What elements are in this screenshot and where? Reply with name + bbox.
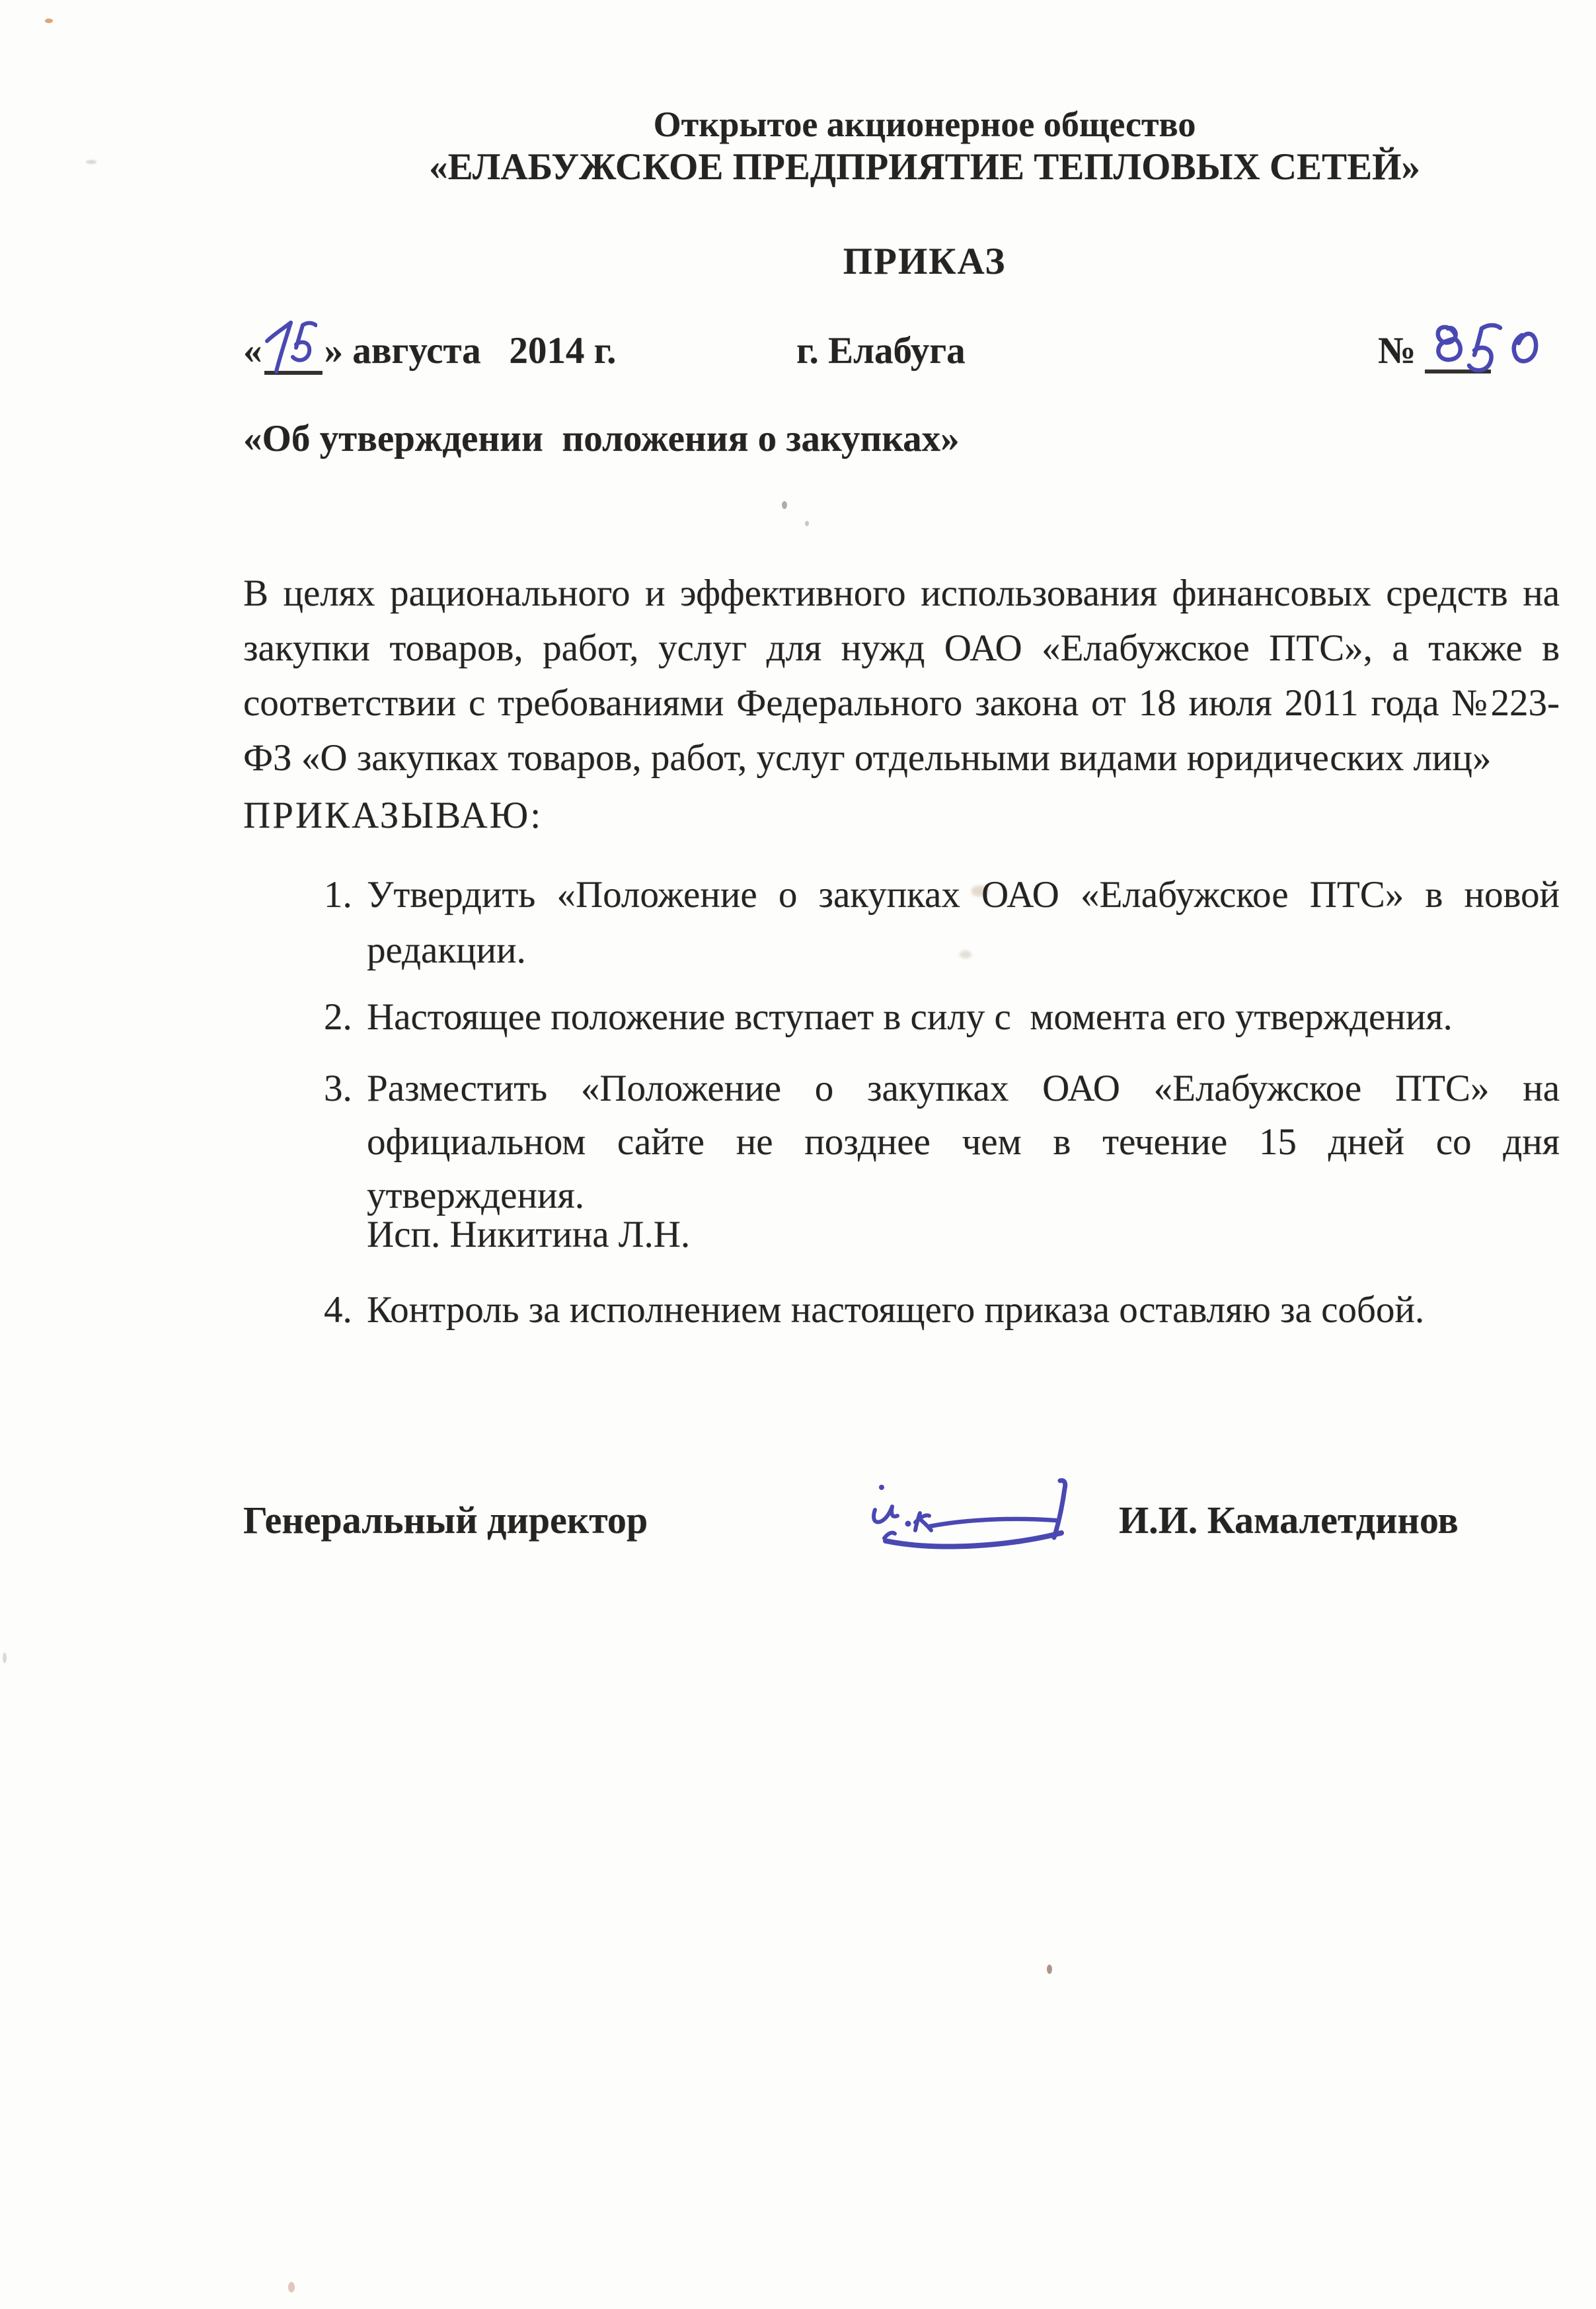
preamble-line: ФЗ «О закупках товаров, работ, услуг отдельными видами юридических лиц» bbox=[243, 737, 1492, 779]
order-line: редакции. bbox=[367, 929, 526, 971]
preamble bbox=[243, 566, 1560, 785]
scan-speck bbox=[1047, 1965, 1052, 1974]
scan-speck bbox=[86, 160, 96, 164]
order-line: официальном сайте не позднее чем в течение 15 дней со дня bbox=[367, 1121, 1560, 1163]
handwritten-number-ink bbox=[1420, 316, 1542, 392]
order-line: Настоящее положение вступает в силу с момента его утверждения. bbox=[367, 996, 1453, 1038]
order-number: 1. bbox=[324, 874, 352, 916]
order-number: 2. bbox=[324, 996, 352, 1038]
subject-line: «Об утверждении положения о закупках» bbox=[243, 418, 960, 459]
order-number: 4. bbox=[324, 1289, 352, 1331]
preamble-line: В целях рационального и эффективного использования финансовых средств на bbox=[243, 572, 1560, 614]
document-title: ПРИКАЗ bbox=[843, 241, 1007, 282]
preamble-line: соответствии с требованиями Федерального закона от 18 июля 2011 года №223- bbox=[243, 682, 1560, 724]
signer-name: И.И. Камалетдинов bbox=[1119, 1499, 1459, 1542]
order-item-4 bbox=[243, 1282, 1560, 1338]
signer-position-title: Генеральный директор bbox=[243, 1499, 648, 1542]
executor-line: Исп. Никитина Л.Н. bbox=[367, 1214, 691, 1255]
order-item-3 bbox=[243, 1062, 1560, 1255]
org-type-line: Открытое акционерное общество bbox=[653, 104, 1196, 144]
resolution-word: ПРИКАЗЫВАЮ: bbox=[243, 795, 543, 836]
order-line: Утвердить «Положение о закупках ОАО «Елабужское ПТС» в новой bbox=[367, 874, 1560, 916]
scan-speck bbox=[45, 19, 53, 23]
order-line: Разместить «Положение о закупках ОАО «Елабужское ПТС» на bbox=[367, 1068, 1560, 1109]
preamble-line: закупки товаров, работ, услуг для нужд ОАО «Елабужское ПТС», а также в bbox=[243, 627, 1560, 669]
signature-ink bbox=[851, 1468, 1102, 1560]
order-item-2 bbox=[243, 990, 1560, 1045]
scan-speck bbox=[288, 2282, 295, 2292]
scan-speck bbox=[805, 521, 809, 526]
order-number: 3. bbox=[324, 1068, 352, 1109]
number-sign: № bbox=[1378, 330, 1416, 372]
scan-speck bbox=[3, 1653, 7, 1663]
date-open-quote: « bbox=[243, 330, 262, 372]
city-label: г. Елабуга bbox=[796, 330, 966, 372]
org-name-line: «ЕЛАБУЖСКОЕ ПРЕДПРИЯТИЕ ТЕПЛОВЫХ СЕТЕЙ» bbox=[429, 146, 1420, 188]
order-line: Контроль за исполнением настоящего приказа оставляю за собой. bbox=[367, 1289, 1425, 1331]
date-text: » августа 2014 г. bbox=[324, 330, 617, 372]
handwritten-day-ink bbox=[260, 313, 317, 379]
order-item-1 bbox=[243, 867, 1560, 978]
order-line: утверждения. bbox=[367, 1175, 584, 1216]
scan-speck bbox=[782, 501, 787, 509]
